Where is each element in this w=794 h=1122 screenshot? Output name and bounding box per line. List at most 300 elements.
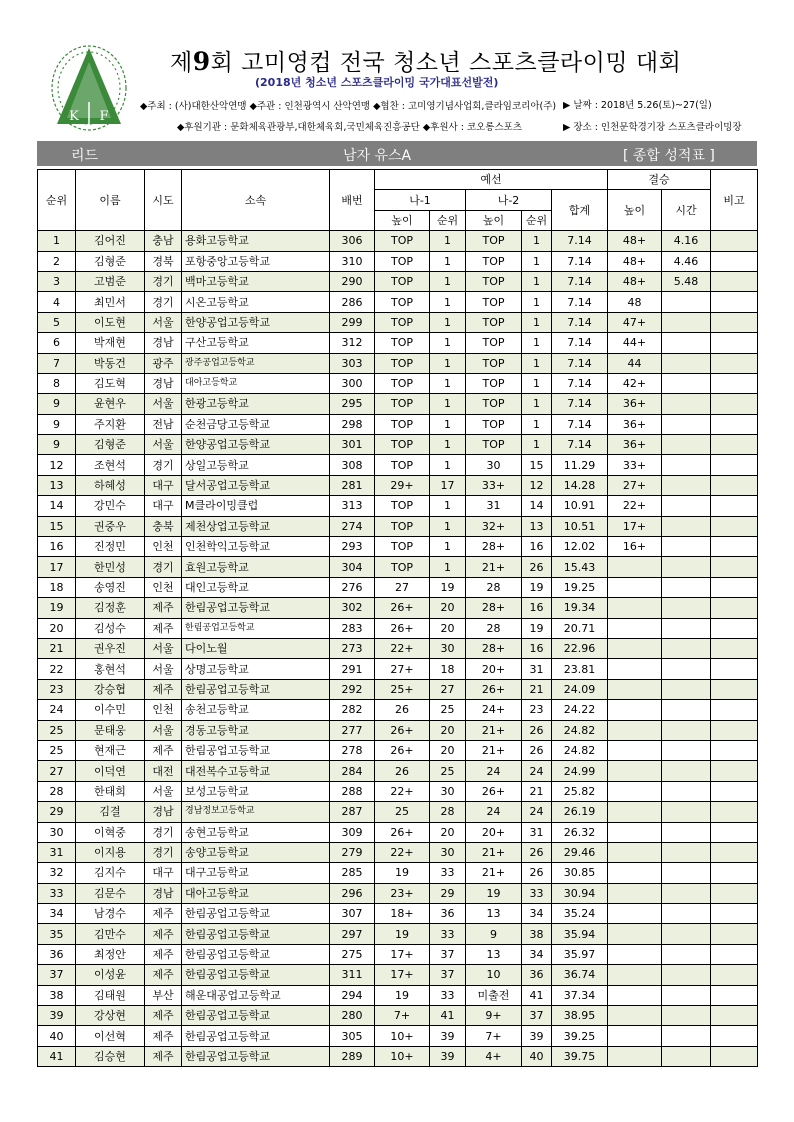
- region-cell: 경기: [145, 292, 182, 312]
- route-1-height-cell: TOP: [375, 353, 430, 373]
- bib-cell: 279: [330, 842, 375, 862]
- table-row: [38, 516, 758, 536]
- final-time-cell: [662, 516, 711, 536]
- rank-cell: 30: [38, 822, 76, 842]
- final-height-cell: 36+: [608, 414, 662, 434]
- rank-cell: 9: [38, 414, 76, 434]
- route-2-rank-cell: 1: [522, 414, 552, 434]
- col-qualification: 예선: [375, 170, 608, 190]
- rank-cell: 13: [38, 475, 76, 495]
- table-row: [38, 618, 758, 638]
- results-body: [38, 231, 758, 1067]
- note-cell: [711, 394, 758, 414]
- team-cell: 한광고등학교: [182, 394, 330, 414]
- route-1-height-cell: 7+: [375, 1006, 430, 1026]
- route-2-rank-cell: 24: [522, 761, 552, 781]
- region-cell: 경북: [145, 251, 182, 271]
- route-2-height-cell: 13: [466, 904, 522, 924]
- team-cell: 한림공업고등학교: [182, 904, 330, 924]
- note-cell: [711, 802, 758, 822]
- final-height-cell: [608, 802, 662, 822]
- note-cell: [711, 720, 758, 740]
- route-1-rank-cell: 1: [430, 414, 466, 434]
- region-cell: 제주: [145, 965, 182, 985]
- route-2-height-cell: 24+: [466, 700, 522, 720]
- route-2-height-cell: 21+: [466, 842, 522, 862]
- route-2-height-cell: 24: [466, 761, 522, 781]
- bib-cell: 302: [330, 598, 375, 618]
- rank-cell: 40: [38, 1026, 76, 1046]
- final-height-cell: [608, 1046, 662, 1066]
- final-time-cell: [662, 659, 711, 679]
- bib-cell: 284: [330, 761, 375, 781]
- note-cell: [711, 1006, 758, 1026]
- rank-cell: 3: [38, 271, 76, 291]
- final-height-cell: 27+: [608, 475, 662, 495]
- route-2-rank-cell: 1: [522, 373, 552, 393]
- name-cell: 김어진: [76, 231, 145, 251]
- note-cell: [711, 842, 758, 862]
- route-1-rank-cell: 39: [430, 1046, 466, 1066]
- final-time-cell: [662, 435, 711, 455]
- region-cell: 경기: [145, 271, 182, 291]
- route-1-rank-cell: 1: [430, 333, 466, 353]
- total-cell: 36.74: [552, 965, 608, 985]
- total-cell: 10.91: [552, 496, 608, 516]
- route-1-height-cell: TOP: [375, 231, 430, 251]
- bib-cell: 291: [330, 659, 375, 679]
- final-height-cell: [608, 781, 662, 801]
- final-time-cell: [662, 1046, 711, 1066]
- total-cell: 7.14: [552, 414, 608, 434]
- route-1-rank-cell: 30: [430, 781, 466, 801]
- name-cell: 김형준: [76, 435, 145, 455]
- bib-cell: 308: [330, 455, 375, 475]
- table-row: [38, 271, 758, 291]
- region-cell: 대구: [145, 863, 182, 883]
- team-cell: 경남정보고등학교: [182, 802, 330, 822]
- final-time-cell: [662, 700, 711, 720]
- bib-cell: 304: [330, 557, 375, 577]
- table-row: [38, 700, 758, 720]
- table-row: [38, 251, 758, 271]
- final-time-cell: [662, 455, 711, 475]
- route-1-rank-cell: 1: [430, 455, 466, 475]
- route-2-height-cell: 19: [466, 883, 522, 903]
- total-cell: 20.71: [552, 618, 608, 638]
- rank-cell: 5: [38, 312, 76, 332]
- total-cell: 19.34: [552, 598, 608, 618]
- rank-cell: 21: [38, 638, 76, 658]
- event-venue: ▶ 장소 : 인천문학경기장 스포츠클라이밍장: [563, 122, 742, 133]
- rank-cell: 39: [38, 1006, 76, 1026]
- total-cell: 7.14: [552, 353, 608, 373]
- route-2-rank-cell: 23: [522, 700, 552, 720]
- route-2-height-cell: 미출전: [466, 985, 522, 1005]
- route-2-height-cell: TOP: [466, 373, 522, 393]
- team-cell: 제천상업고등학교: [182, 516, 330, 536]
- page-subtitle: (2018년 청소년 스포츠클라이밍 국가대표선발전): [255, 76, 499, 89]
- route-2-rank-cell: 1: [522, 394, 552, 414]
- name-cell: 김만수: [76, 924, 145, 944]
- total-cell: 24.99: [552, 761, 608, 781]
- route-2-height-cell: 28: [466, 618, 522, 638]
- route-2-rank-cell: 26: [522, 842, 552, 862]
- final-height-cell: 44+: [608, 333, 662, 353]
- route-2-height-cell: TOP: [466, 394, 522, 414]
- final-height-cell: 44: [608, 353, 662, 373]
- total-cell: 35.24: [552, 904, 608, 924]
- region-cell: 제주: [145, 1006, 182, 1026]
- region-cell: 인천: [145, 700, 182, 720]
- name-cell: 김태원: [76, 985, 145, 1005]
- note-cell: [711, 455, 758, 475]
- final-height-cell: [608, 883, 662, 903]
- route-2-height-cell: TOP: [466, 435, 522, 455]
- route-1-height-cell: 22+: [375, 842, 430, 862]
- final-time-cell: [662, 944, 711, 964]
- route-2-height-cell: 28+: [466, 537, 522, 557]
- bib-cell: 275: [330, 944, 375, 964]
- col-route-1-height: 높이: [375, 210, 430, 230]
- bib-cell: 283: [330, 618, 375, 638]
- logo-letter-f: F: [99, 109, 109, 124]
- title-prefix: 제: [170, 50, 193, 76]
- results-table: [37, 169, 758, 1067]
- bib-cell: 303: [330, 353, 375, 373]
- table-row: [38, 475, 758, 495]
- final-height-cell: [608, 598, 662, 618]
- route-1-rank-cell: 20: [430, 740, 466, 760]
- final-height-cell: 22+: [608, 496, 662, 516]
- route-1-height-cell: 17+: [375, 965, 430, 985]
- name-cell: 이성윤: [76, 965, 145, 985]
- route-2-height-cell: 28: [466, 577, 522, 597]
- route-1-height-cell: TOP: [375, 251, 430, 271]
- final-time-cell: 5.48: [662, 271, 711, 291]
- route-2-rank-cell: 34: [522, 904, 552, 924]
- note-cell: [711, 231, 758, 251]
- team-cell: 송현고등학교: [182, 822, 330, 842]
- route-1-rank-cell: 18: [430, 659, 466, 679]
- table-row: [38, 292, 758, 312]
- total-cell: 24.82: [552, 740, 608, 760]
- bib-cell: 282: [330, 700, 375, 720]
- total-cell: 19.25: [552, 577, 608, 597]
- note-cell: [711, 638, 758, 658]
- name-cell: 최정안: [76, 944, 145, 964]
- rank-cell: 28: [38, 781, 76, 801]
- route-2-height-cell: TOP: [466, 414, 522, 434]
- region-cell: 서울: [145, 659, 182, 679]
- route-2-height-cell: 21+: [466, 720, 522, 740]
- team-cell: 대인고등학교: [182, 577, 330, 597]
- name-cell: 진정민: [76, 537, 145, 557]
- logo-letter-k: K: [69, 109, 79, 124]
- region-cell: 경남: [145, 333, 182, 353]
- route-1-height-cell: 26+: [375, 740, 430, 760]
- region-cell: 서울: [145, 435, 182, 455]
- table-row: [38, 598, 758, 618]
- bib-cell: 290: [330, 271, 375, 291]
- note-cell: [711, 659, 758, 679]
- rank-cell: 16: [38, 537, 76, 557]
- bib-cell: 301: [330, 435, 375, 455]
- region-cell: 광주: [145, 353, 182, 373]
- final-time-cell: [662, 924, 711, 944]
- team-cell: 상명고등학교: [182, 659, 330, 679]
- route-1-rank-cell: 29: [430, 883, 466, 903]
- route-2-rank-cell: 19: [522, 577, 552, 597]
- final-time-cell: [662, 761, 711, 781]
- note-cell: [711, 475, 758, 495]
- table-row: [38, 638, 758, 658]
- final-time-cell: [662, 537, 711, 557]
- name-cell: 이선혁: [76, 1026, 145, 1046]
- team-cell: 대전복수고등학교: [182, 761, 330, 781]
- region-cell: 서울: [145, 312, 182, 332]
- route-1-rank-cell: 20: [430, 720, 466, 740]
- table-row: [38, 496, 758, 516]
- bib-cell: 311: [330, 965, 375, 985]
- final-time-cell: [662, 638, 711, 658]
- team-cell: 포항중앙고등학교: [182, 251, 330, 271]
- final-height-cell: [608, 965, 662, 985]
- team-cell: 경동고등학교: [182, 720, 330, 740]
- route-2-height-cell: TOP: [466, 312, 522, 332]
- sponsor-line-1: ◆주최 : (사)대한산악연맹 ◆주관 : 인천광역시 산악연맹 ◆협찬 : 고미영기념사업회,클라임코리아(주): [140, 101, 557, 112]
- final-time-cell: [662, 373, 711, 393]
- total-cell: 35.97: [552, 944, 608, 964]
- bib-cell: 281: [330, 475, 375, 495]
- bib-cell: 273: [330, 638, 375, 658]
- total-cell: 15.43: [552, 557, 608, 577]
- table-row: [38, 659, 758, 679]
- name-cell: 김문수: [76, 883, 145, 903]
- table-row: [38, 231, 758, 251]
- bib-cell: 313: [330, 496, 375, 516]
- final-time-cell: [662, 1006, 711, 1026]
- bib-cell: 305: [330, 1026, 375, 1046]
- final-time-cell: [662, 333, 711, 353]
- note-cell: [711, 373, 758, 393]
- total-cell: 39.25: [552, 1026, 608, 1046]
- table-row: [38, 1046, 758, 1066]
- note-cell: [711, 516, 758, 536]
- team-cell: 광주공업고등학교: [182, 353, 330, 373]
- route-1-rank-cell: 39: [430, 1026, 466, 1046]
- team-cell: 백마고등학교: [182, 271, 330, 291]
- region-cell: 제주: [145, 904, 182, 924]
- route-2-height-cell: 26+: [466, 781, 522, 801]
- route-1-height-cell: 22+: [375, 781, 430, 801]
- name-cell: 김결: [76, 802, 145, 822]
- region-cell: 경기: [145, 822, 182, 842]
- route-2-height-cell: 9: [466, 924, 522, 944]
- route-1-rank-cell: 1: [430, 496, 466, 516]
- route-1-rank-cell: 25: [430, 700, 466, 720]
- route-2-height-cell: 24: [466, 802, 522, 822]
- final-time-cell: 4.46: [662, 251, 711, 271]
- route-2-height-cell: 30: [466, 455, 522, 475]
- name-cell: 송영진: [76, 577, 145, 597]
- rank-cell: 14: [38, 496, 76, 516]
- region-cell: 제주: [145, 679, 182, 699]
- route-1-rank-cell: 20: [430, 618, 466, 638]
- route-1-height-cell: TOP: [375, 537, 430, 557]
- route-1-rank-cell: 27: [430, 679, 466, 699]
- name-cell: 김성수: [76, 618, 145, 638]
- final-time-cell: [662, 577, 711, 597]
- note-cell: [711, 537, 758, 557]
- final-time-cell: [662, 292, 711, 312]
- route-1-height-cell: 25+: [375, 679, 430, 699]
- total-cell: 24.09: [552, 679, 608, 699]
- region-cell: 충남: [145, 231, 182, 251]
- final-height-cell: 33+: [608, 455, 662, 475]
- col-route-1-rank: 순위: [430, 210, 466, 230]
- total-cell: 7.14: [552, 251, 608, 271]
- rank-cell: 37: [38, 965, 76, 985]
- route-1-height-cell: 19: [375, 985, 430, 1005]
- team-cell: 한림공업고등학교: [182, 965, 330, 985]
- name-cell: 권중우: [76, 516, 145, 536]
- name-cell: 김지수: [76, 863, 145, 883]
- name-cell: 이지용: [76, 842, 145, 862]
- rank-cell: 32: [38, 863, 76, 883]
- team-cell: 한림공업고등학교: [182, 924, 330, 944]
- final-height-cell: [608, 618, 662, 638]
- doc-type-label: [ 종합 성적표 ]: [623, 148, 715, 164]
- final-time-cell: [662, 353, 711, 373]
- final-height-cell: [608, 863, 662, 883]
- total-cell: 7.14: [552, 271, 608, 291]
- route-1-height-cell: 19: [375, 924, 430, 944]
- total-cell: 30.94: [552, 883, 608, 903]
- note-cell: [711, 292, 758, 312]
- final-height-cell: [608, 924, 662, 944]
- table-row: [38, 802, 758, 822]
- route-1-height-cell: 29+: [375, 475, 430, 495]
- route-2-rank-cell: 36: [522, 965, 552, 985]
- route-2-rank-cell: 26: [522, 740, 552, 760]
- name-cell: 김승현: [76, 1046, 145, 1066]
- team-cell: 용화고등학교: [182, 231, 330, 251]
- rank-cell: 18: [38, 577, 76, 597]
- region-cell: 전남: [145, 414, 182, 434]
- final-time-cell: [662, 863, 711, 883]
- route-2-height-cell: TOP: [466, 292, 522, 312]
- bib-cell: 287: [330, 802, 375, 822]
- route-1-rank-cell: 1: [430, 251, 466, 271]
- final-time-cell: [662, 842, 711, 862]
- route-1-rank-cell: 30: [430, 842, 466, 862]
- route-1-height-cell: 27: [375, 577, 430, 597]
- route-2-height-cell: TOP: [466, 231, 522, 251]
- route-2-rank-cell: 14: [522, 496, 552, 516]
- table-row: [38, 761, 758, 781]
- bib-cell: 288: [330, 781, 375, 801]
- route-1-height-cell: 19: [375, 863, 430, 883]
- federation-logo: [49, 42, 129, 132]
- route-2-height-cell: TOP: [466, 353, 522, 373]
- final-time-cell: [662, 822, 711, 842]
- route-1-rank-cell: 33: [430, 985, 466, 1005]
- table-row: [38, 414, 758, 434]
- final-height-cell: [608, 740, 662, 760]
- col-rank: 순위: [38, 170, 76, 231]
- table-row: [38, 924, 758, 944]
- team-cell: 한림공업고등학교: [182, 679, 330, 699]
- table-row: [38, 577, 758, 597]
- note-cell: [711, 618, 758, 638]
- route-1-height-cell: 25: [375, 802, 430, 822]
- team-cell: 한림공업고등학교: [182, 944, 330, 964]
- name-cell: 권우진: [76, 638, 145, 658]
- total-cell: 30.85: [552, 863, 608, 883]
- note-cell: [711, 496, 758, 516]
- rank-cell: 8: [38, 373, 76, 393]
- rank-cell: 33: [38, 883, 76, 903]
- bib-cell: 285: [330, 863, 375, 883]
- final-time-cell: [662, 475, 711, 495]
- col-final: 결승: [608, 170, 711, 190]
- total-cell: 7.14: [552, 333, 608, 353]
- col-team: 소속: [182, 170, 330, 231]
- total-cell: 12.02: [552, 537, 608, 557]
- rank-cell: 35: [38, 924, 76, 944]
- name-cell: 윤현우: [76, 394, 145, 414]
- total-cell: 7.14: [552, 394, 608, 414]
- route-2-rank-cell: 41: [522, 985, 552, 1005]
- table-row: [38, 740, 758, 760]
- table-row: [38, 944, 758, 964]
- final-height-cell: [608, 842, 662, 862]
- route-1-rank-cell: 1: [430, 435, 466, 455]
- route-2-rank-cell: 38: [522, 924, 552, 944]
- route-2-height-cell: 20+: [466, 659, 522, 679]
- region-cell: 경기: [145, 557, 182, 577]
- note-cell: [711, 822, 758, 842]
- final-height-cell: 16+: [608, 537, 662, 557]
- col-final-height: 높이: [608, 190, 662, 231]
- route-1-height-cell: TOP: [375, 312, 430, 332]
- table-row: [38, 455, 758, 475]
- team-cell: M클라이밍클럽: [182, 496, 330, 516]
- name-cell: 고범준: [76, 271, 145, 291]
- route-1-rank-cell: 30: [430, 638, 466, 658]
- route-1-rank-cell: 1: [430, 394, 466, 414]
- route-1-rank-cell: 20: [430, 822, 466, 842]
- bib-cell: 276: [330, 577, 375, 597]
- route-1-rank-cell: 20: [430, 598, 466, 618]
- route-1-rank-cell: 1: [430, 292, 466, 312]
- name-cell: 문태웅: [76, 720, 145, 740]
- name-cell: 최민서: [76, 292, 145, 312]
- final-time-cell: [662, 496, 711, 516]
- team-cell: 송천고등학교: [182, 700, 330, 720]
- route-2-height-cell: 32+: [466, 516, 522, 536]
- final-height-cell: [608, 557, 662, 577]
- route-1-height-cell: 26+: [375, 822, 430, 842]
- total-cell: 11.29: [552, 455, 608, 475]
- table-row: [38, 435, 758, 455]
- route-2-rank-cell: 12: [522, 475, 552, 495]
- team-cell: 대구고등학교: [182, 863, 330, 883]
- note-cell: [711, 1046, 758, 1066]
- route-1-height-cell: TOP: [375, 496, 430, 516]
- bib-cell: 289: [330, 1046, 375, 1066]
